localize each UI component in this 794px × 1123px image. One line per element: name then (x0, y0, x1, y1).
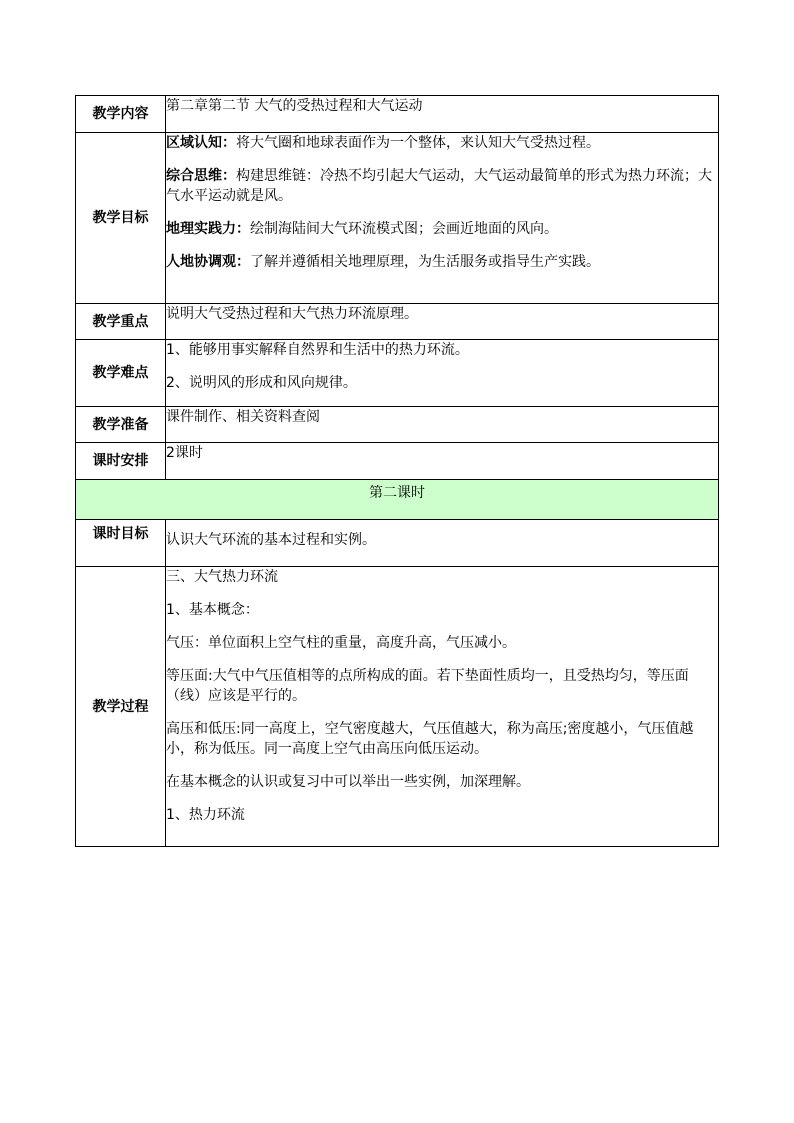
label-preparation: 教学准备 (76, 407, 166, 443)
objective-key: 人地协调观： (166, 254, 250, 270)
row-key-points (76, 304, 719, 340)
row-preparation (76, 407, 719, 443)
row-session-goal (76, 520, 719, 567)
row-process (76, 567, 719, 847)
row-schedule (76, 443, 719, 480)
objective-item (166, 252, 718, 272)
session-goal-value: 认识大气环流的基本过程和实例。 (166, 520, 719, 567)
row-difficulties (76, 340, 719, 407)
difficulty-item: 1、能够用事实解释自然界和生活中的热力环流。 (166, 342, 469, 358)
row-session-header (76, 480, 719, 520)
preparation-value: 课件制作、相关资料查阅 (166, 407, 719, 443)
objective-text: 构建思维链：冷热不均引起大气运动，大气运动最简单的形式为热力环流；大气水平运动就是风。 (166, 168, 712, 204)
row-teaching-content (76, 96, 719, 133)
key-points-value: 说明大气受热过程和大气热力环流原理。 (166, 304, 719, 340)
difficulties-content (166, 340, 719, 407)
row-objectives (76, 133, 719, 304)
objective-text: 将大气圈和地球表面作为一个整体，来认知大气受热过程。 (236, 135, 600, 151)
schedule-value: 2课时 (166, 443, 719, 480)
process-paragraph: 气压：单位面积上空气柱的重量，高度升高，气压减小。 (166, 635, 516, 651)
process-content (166, 567, 719, 847)
process-paragraph: 等压面:大气中气压值相等的点所构成的面。若下垫面性质均一，且受热均匀，等压面（线）应该是平行的。 (166, 668, 689, 704)
difficulty-item: 2、说明风的形成和风向规律。 (166, 375, 357, 391)
objective-item (166, 133, 718, 153)
process-paragraph: 1、基本概念： (166, 602, 259, 618)
session-header: 第二课时 (76, 480, 719, 520)
objective-text: 绘制海陆间大气环流模式图；会画近地面的风向。 (250, 221, 558, 237)
label-process: 教学过程 (76, 567, 166, 847)
process-paragraph: 高压和低压:同一高度上，空气密度越大，气压值越大，称为高压;密度越小，气压值越小，称为低压。同一高度上空气由高压向低压运动。 (166, 721, 694, 757)
objective-item (166, 219, 718, 239)
process-paragraph: 1、热力环流 (166, 807, 245, 823)
label-difficulties: 教学难点 (76, 340, 166, 407)
label-schedule: 课时安排 (76, 443, 166, 480)
objective-key: 综合思维： (166, 168, 236, 184)
objective-item (166, 166, 718, 206)
objective-key: 地理实践力： (166, 221, 250, 237)
objectives-content (166, 133, 719, 304)
objective-key: 区域认知： (166, 135, 236, 151)
teaching-content-value: 第二章第二节 大气的受热过程和大气运动 (166, 96, 719, 133)
label-teaching-content: 教学内容 (76, 96, 166, 133)
label-objectives: 教学目标 (76, 133, 166, 304)
objective-text: 了解并遵循相关地理原理，为生活服务或指导生产实践。 (250, 254, 600, 270)
lesson-plan-table (75, 95, 719, 847)
process-paragraph: 在基本概念的认识或复习中可以举出一些实例，加深理解。 (166, 774, 530, 790)
process-paragraph: 三、大气热力环流 (166, 569, 278, 585)
label-key-points: 教学重点 (76, 304, 166, 340)
label-session-goal: 课时目标 (76, 520, 166, 567)
